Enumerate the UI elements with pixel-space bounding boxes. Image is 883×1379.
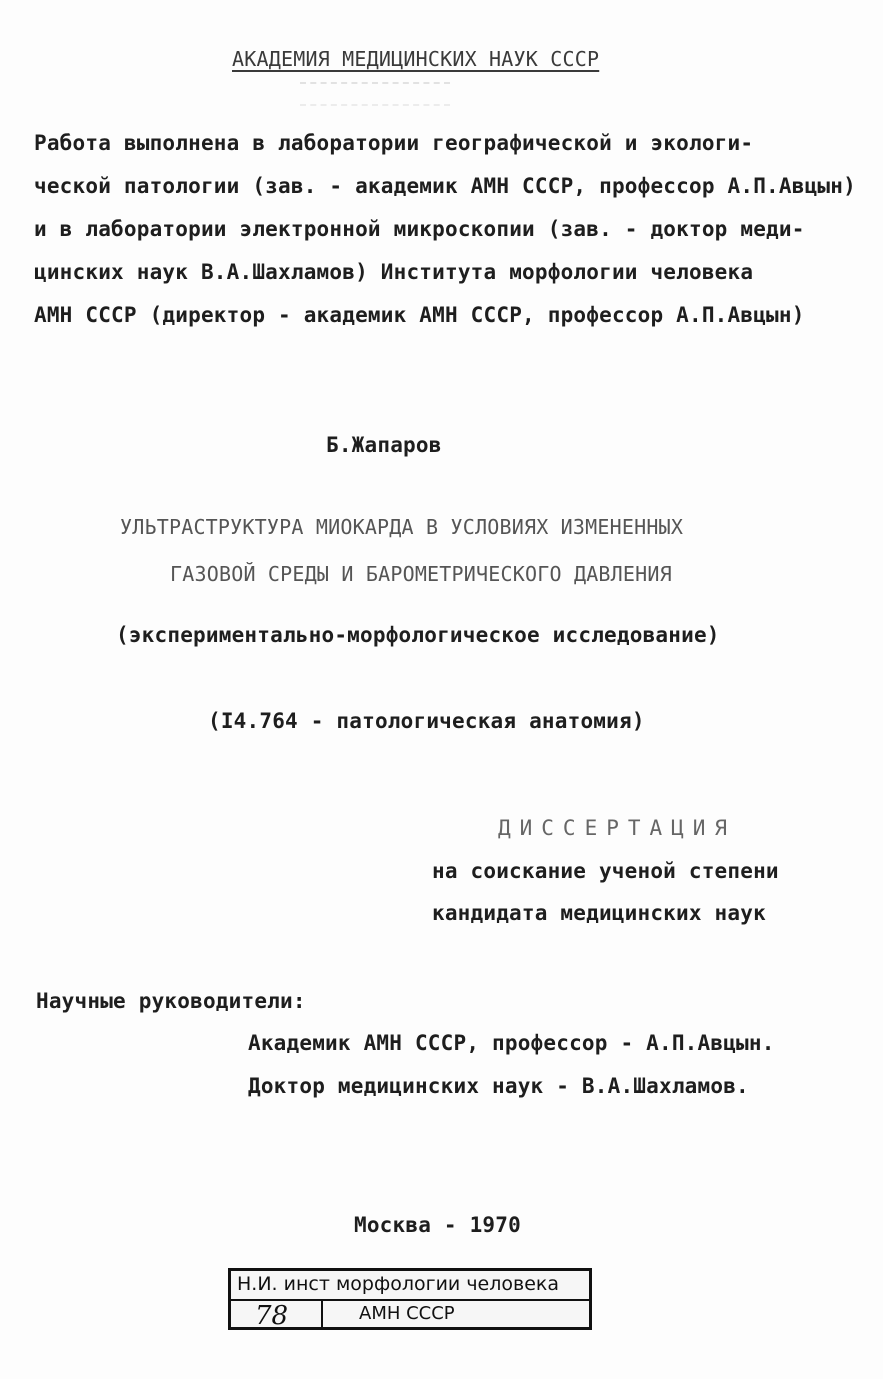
academy-header: АКАДЕМИЯ МЕДИЦИНСКИХ НАУК СССР: [232, 47, 600, 71]
affiliation-line-1: Работа выполнена в лаборатории географической и экологи-: [34, 131, 754, 155]
thesis-title-line-2: ГАЗОВОЙ СРЕДЫ И БАРОМЕТРИЧЕСКОГО ДАВЛЕНИЯ: [170, 562, 672, 586]
faded-stamp-mark: [300, 82, 450, 106]
author-name: Б.Жапаров: [326, 433, 442, 457]
stamp-cell-divider: [321, 1299, 323, 1329]
affiliation-line-3: и в лаборатории электронной микроскопии (зав. - доктор меди-: [34, 217, 805, 241]
library-stamp: [228, 1268, 592, 1330]
dissertation-label: ДИССЕРТАЦИЯ: [498, 816, 737, 840]
affiliation-line-5: АМН СССР (директор - академик АМН СССР, профессор А.П.Авцын): [34, 303, 805, 327]
supervisor-2: Доктор медицинских наук - В.А.Шахламов.: [248, 1074, 749, 1098]
degree-line-1: на соискание ученой степени: [432, 859, 779, 883]
degree-line-2: кандидата медицинских наук: [432, 901, 766, 925]
place-year: Москва - 1970: [354, 1213, 521, 1237]
stamp-academy: АМН СССР: [359, 1303, 455, 1324]
specialty-code: (I4.764 - патологическая анатомия): [208, 709, 645, 733]
supervisors-heading: Научные руководители:: [36, 989, 306, 1013]
thesis-subtitle: (экспериментально-морфологическое исследование): [116, 623, 720, 647]
supervisor-1: Академик АМН СССР, профессор - А.П.Авцын.: [248, 1031, 775, 1055]
stamp-institute: Н.И. инст морфологии человека: [237, 1273, 560, 1295]
affiliation-line-4: цинских наук В.А.Шахламов) Института морфологии человека: [34, 260, 754, 284]
thesis-title-line-1: УЛЬТРАСТРУКТУРА МИОКАРДА В УСЛОВИЯХ ИЗМЕНЕННЫХ: [120, 515, 684, 539]
affiliation-line-2: ческой патологии (зав. - академик АМН СССР, профессор А.П.Авцын): [34, 174, 856, 198]
stamp-number: 78: [255, 1301, 289, 1331]
